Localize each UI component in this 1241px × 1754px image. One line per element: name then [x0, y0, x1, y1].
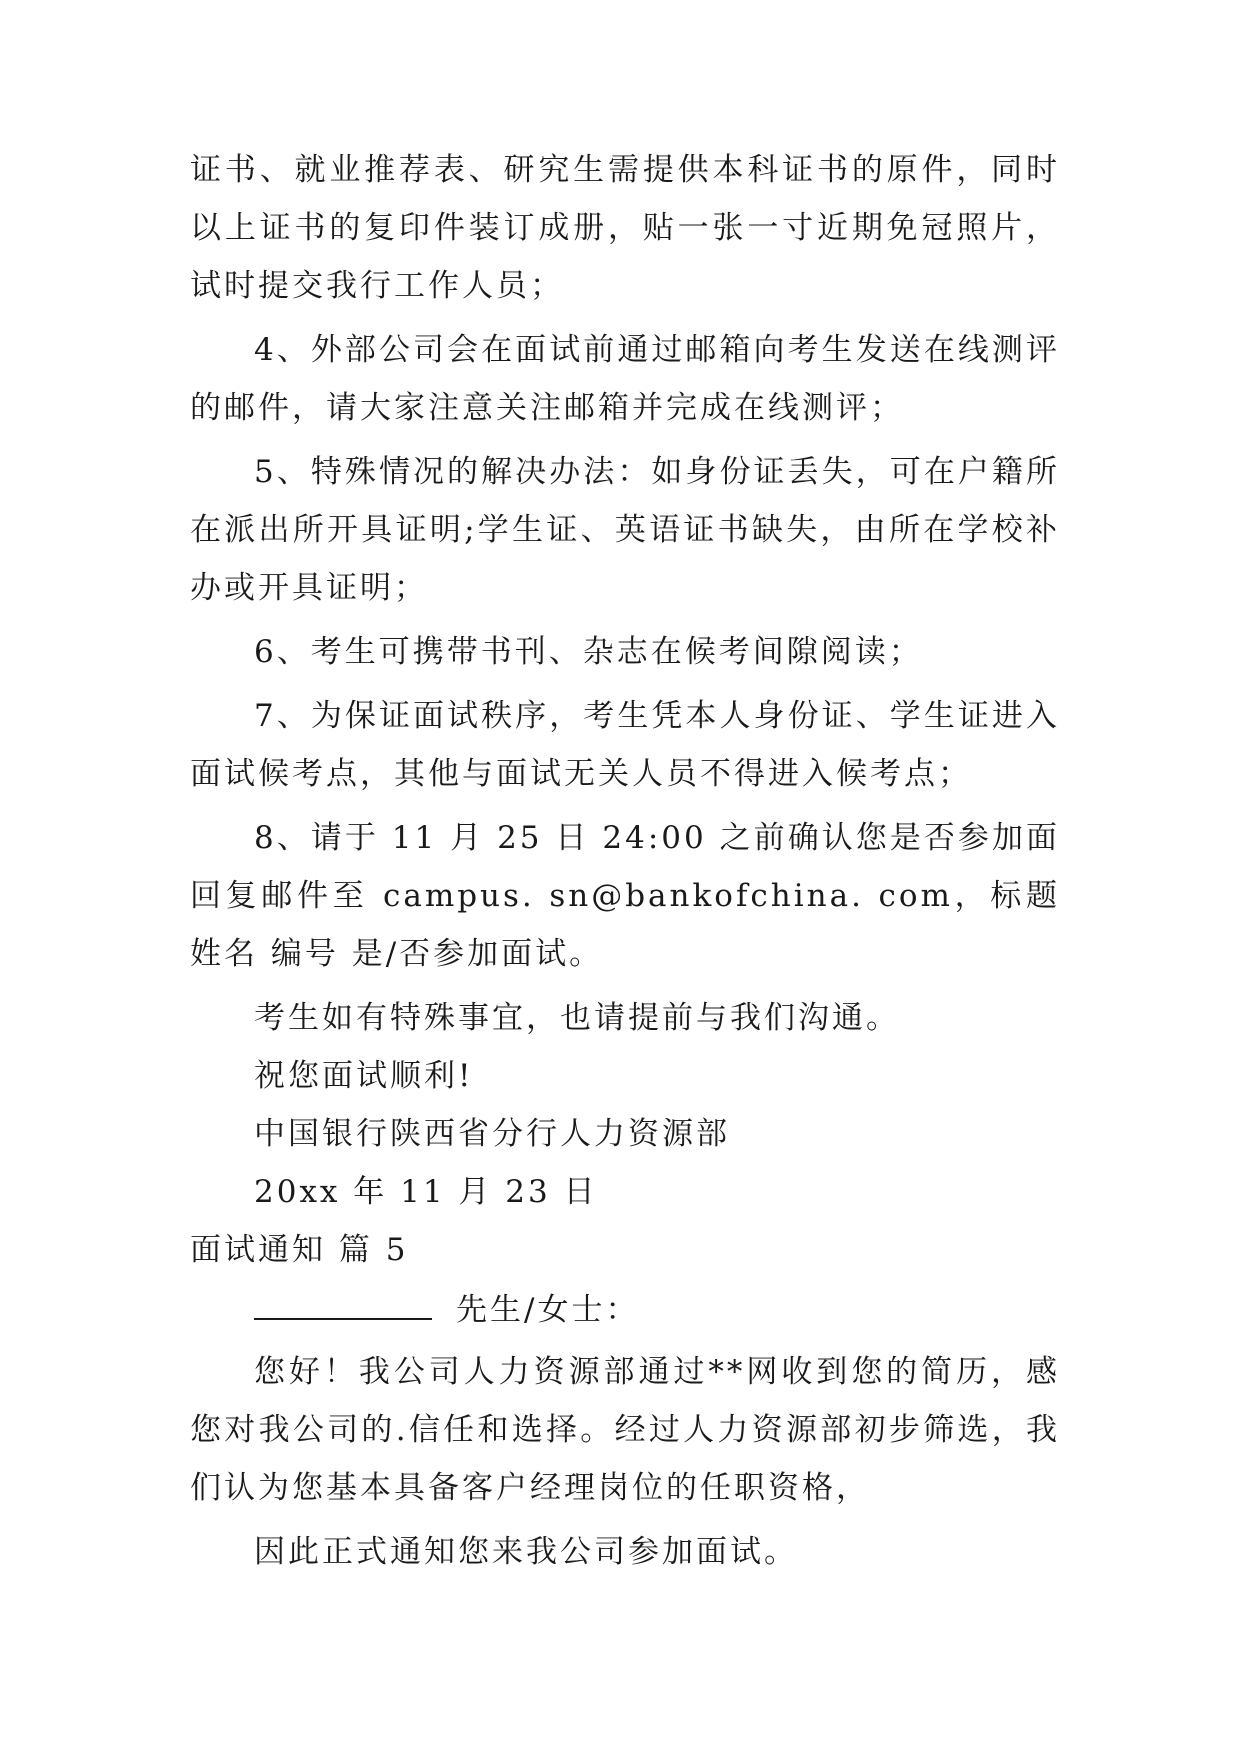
list-item-4: 4、外部公司会在面试前通过邮箱向考生发送在线测评 [254, 332, 1060, 368]
salutation [254, 1290, 1060, 1330]
paragraph-line: 您对我公司的.信任和选择。经过人力资源部初步筛选，我 [190, 1412, 1060, 1448]
list-item-8: 8、请于 11 月 25 日 24:00 之前确认您是否参加面 [254, 820, 1060, 856]
signature-department: 中国银行陕西省分行人力资源部 [254, 1116, 730, 1152]
section-title: 面试通知 篇 5 [190, 1232, 409, 1268]
paragraph-line: 试时提交我行工作人员； [190, 268, 564, 304]
paragraph-line: 回复邮件至 campus. sn@bankofchina. com，标题 [190, 878, 1060, 914]
paragraph-line: 姓名 编号 是/否参加面试。 [190, 936, 604, 972]
paragraph-line: 的邮件，请大家注意关注邮箱并完成在线测评； [190, 390, 904, 426]
closing-note: 考生如有特殊事宜，也请提前与我们沟通。 [254, 1000, 900, 1036]
paragraph-line: 证书、就业推荐表、研究生需提供本科证书的原件，同时 [190, 152, 1060, 188]
list-item-5: 5、特殊情况的解决办法：如身份证丢失，可在户籍所 [254, 454, 1060, 490]
paragraph-line: 们认为您基本具备客户经理岗位的任职资格， [190, 1470, 870, 1506]
signature-date: 20xx 年 11 月 23 日 [254, 1174, 598, 1210]
paragraph-line: 办或开具证明； [190, 570, 428, 606]
list-item-6: 6、考生可携带书刊、杂志在候考间隙阅读； [254, 634, 923, 670]
paragraph-line: 因此正式通知您来我公司参加面试。 [254, 1534, 798, 1570]
paragraph-line: 面试候考点，其他与面试无关人员不得进入候考点； [190, 756, 972, 792]
closing-wish: 祝您面试顺利! [254, 1058, 474, 1094]
paragraph-line: 在派出所开具证明;学生证、英语证书缺失，由所在学校补 [190, 512, 1060, 548]
name-blank [254, 1292, 432, 1320]
paragraph-line: 以上证书的复印件装订成册，贴一张一寸近期免冠照片， [190, 210, 1060, 246]
list-item-7: 7、为保证面试秩序，考生凭本人身份证、学生证进入 [254, 698, 1060, 734]
salutation-text: 先生/女士： [456, 1292, 640, 1328]
paragraph-line: 您好！我公司人力资源部通过**网收到您的简历，感 [254, 1354, 1060, 1390]
